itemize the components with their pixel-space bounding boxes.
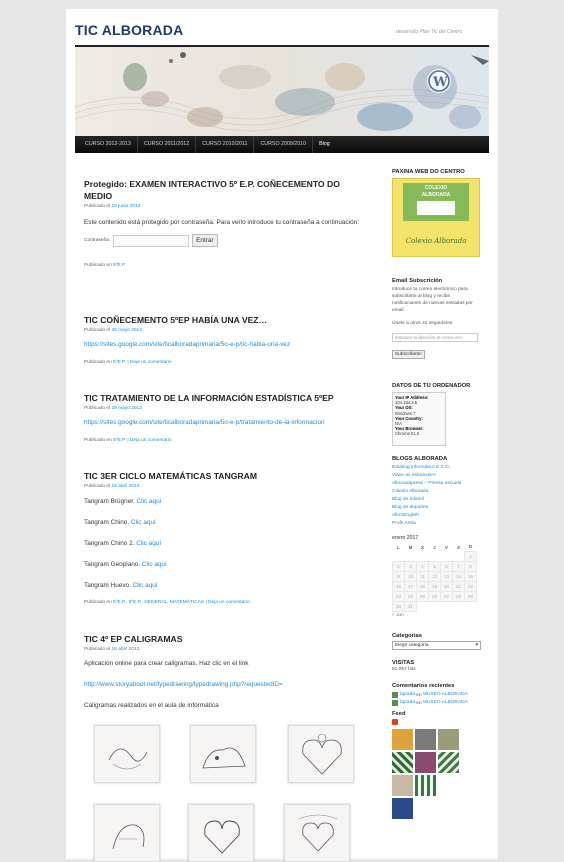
calendar-day: 19 [429,581,441,591]
post-body: Aplicación online para crear caligramas. Haz clic en el link [84,660,249,667]
email-input[interactable]: Introduce tu dirección de correo elec [392,333,478,342]
avatar [392,700,398,706]
blogroll-link[interactable]: Colexio Alborada [392,489,429,494]
blogroll-link[interactable]: Blog de Infantil [392,497,424,502]
caligram-thumbnail[interactable] [94,804,160,862]
category-select-value: Elegir categoría [395,643,429,648]
post-tangram [84,470,364,605]
nav-item-curso-2012-2013[interactable]: CURSO 2012-2013 [79,136,138,153]
widget-feed [392,711,459,819]
nav-item-curso-2010-2011[interactable]: CURSO 2010/2011 [196,136,254,153]
calendar-week [393,571,477,581]
browser-value: Chrome 51.0 [395,431,420,437]
calendar-week [393,551,477,561]
post-date-link[interactable]: 16 abril 2013 [111,647,140,652]
calendar-day: 21 [453,581,465,591]
category-link[interactable]: 6ºE.P. [128,600,142,605]
meta-prefix: Publicado el [84,647,111,652]
tangram-link[interactable]: Clic aquí [141,561,167,568]
calendar-table [392,543,477,612]
tangram-line [84,512,364,533]
gallery-photo[interactable] [438,729,459,750]
calendar-day: 31 [405,601,417,611]
comment-on: en [416,700,422,706]
calendar-day: 24 [405,591,417,601]
gallery-photo[interactable] [415,775,436,796]
comment-list [392,691,468,707]
comment-link[interactable]: Deja un comentario [129,438,172,443]
page-container [66,9,498,859]
calendar-caption: enero 2017 [392,535,419,541]
footer-prefix: Publicado en [84,600,112,605]
widget-comentarios [392,683,468,707]
post-date-link[interactable]: 29 mayo 2013 [111,328,142,333]
tangram-label: Tangram Chino 2. [84,540,135,547]
calendar-prev-link[interactable]: « Jun [392,612,404,618]
calendar-day: 22 [465,581,477,591]
widget-title: BLOGS ALBORADA [392,456,448,462]
calendar-empty-cell [429,601,441,611]
gallery-photo[interactable] [392,775,413,796]
blogroll-link[interactable]: AlborEnglish [392,513,419,518]
calendar-day: 1 [465,551,477,561]
caligram-drawing [99,809,157,859]
widget-title: Email Subscrición [392,278,443,284]
meta-prefix: Publicado el [84,204,111,209]
blogroll-list [392,464,461,528]
calendar-day: 11 [417,571,429,581]
calendar-empty-cell [453,551,465,561]
calendar-day-header: S [457,544,460,550]
logo-text-name: ALBORADA [421,192,451,198]
caligram-drawing [293,730,351,780]
svg-text:W: W [433,75,448,90]
followers-count: Únete a otros 42 seguidores [392,321,453,326]
calendar-day: 25 [417,591,429,601]
footer-separator: | [205,600,207,605]
blogroll-link[interactable]: Alboradapress – Prensa escuela [392,481,462,486]
meta-prefix: Publicado el [84,484,111,489]
calendar-day: 2 [393,561,405,571]
caligram-thumbnail[interactable] [288,725,354,783]
logo-text-bottom: Colexio Alborada [405,237,467,245]
tangram-line [84,554,364,575]
password-form [84,234,364,247]
post-meta [84,484,364,489]
gallery-photo[interactable] [392,729,413,750]
post-meta [84,406,364,411]
post-footer [84,360,364,365]
calendar-day: 3 [405,561,417,571]
calendar-week [393,561,477,571]
comment-item [392,699,468,707]
post-body [84,417,364,428]
subscription-text: Introduce tu correo electrónico para subscribirte al blog y recibir notificaciones de nuevas entradas por email. [392,287,473,313]
tangram-line [84,575,364,596]
site-description: desarrollo Plan Tic del Centro [396,29,462,35]
calendar-day: 4 [417,561,429,571]
post-body [84,339,364,350]
widget-title: DATOS DE TU ORDENADOR [392,383,471,389]
calendar-day: 8 [465,561,477,571]
post-examen [84,178,364,268]
browser-label: Your Browser: [395,426,424,432]
calendar-week [393,591,477,601]
post-link[interactable]: https://sites.google.com/site/ticalboradaprimaria/5o-e-p/tratamiento-de-la-informacion [84,419,325,426]
gallery-photo[interactable] [415,729,436,750]
category-link[interactable]: 5ºE.P. [113,263,126,268]
logo-building [417,201,455,215]
calendar-day: 28 [453,591,465,601]
caligram-thumbnail[interactable] [190,725,256,783]
widget-visitas [392,660,415,673]
caligram-drawing [289,809,347,859]
school-logo-image[interactable] [392,178,480,257]
calendar-week [393,581,477,591]
flickr-gallery [392,729,459,819]
gallery-photo[interactable] [392,798,413,819]
calendar-day: 5 [429,561,441,571]
calendar-day-header: X [421,544,424,550]
post-link[interactable]: https://sites.google.com/site/ticalboradaprimaria/5o-e-p/tic-habia-una-vez [84,341,291,348]
calendar-day: 17 [405,581,417,591]
calendar-day-header: J [433,544,436,550]
calendar-empty-cell [441,601,453,611]
calendar-empty-cell [405,551,417,561]
widget-blogs-alborada [392,456,461,528]
comment-post-link[interactable]: MUSEO ALBORADA [422,700,468,705]
calendar-empty-cell [465,601,477,611]
post-title[interactable]: TIC COÑECEMENTO 5ºEP HABÍA UNA VEZ… [84,315,268,325]
calendar-day-header: L [397,544,400,550]
password-input[interactable] [113,235,189,247]
nav-item-curso-2011-2012[interactable]: CURSO 2011/2012 [138,136,196,153]
post-title[interactable]: Protegido: EXAMEN INTERACTIVO 5º E.P. COÑECEMENTO DO MEDIO [84,179,340,201]
chevron-down-icon: ▾ [475,643,478,648]
post-link[interactable]: http://www.storyabout.net/typedrawing/typedrawing.php?requestedID= [84,681,283,688]
calendar-day-header: V [445,544,448,550]
comment-link[interactable]: Deja un comentario [129,360,172,365]
calendar-day-header: M [408,544,413,550]
widget-title: Categorías [392,633,422,639]
main-navigation [75,136,489,153]
post-footer [84,263,364,268]
tangram-link[interactable]: Clic aquí [136,540,162,547]
calendar-empty-cell [441,551,453,561]
category-link[interactable]: 5ºE.P. [113,600,126,605]
ip-label: Your IP Address: [395,395,429,400]
comment-on: en [416,692,422,698]
post-caligramas [84,633,364,711]
password-submit-button[interactable]: Entrar [192,234,217,247]
avatar [392,692,398,698]
password-label: Contraseña: [84,238,111,243]
calendar-day: 12 [429,571,441,581]
rss-icon[interactable] [392,719,398,725]
tangram-label: Tangram Chino. [84,519,130,526]
category-select[interactable] [392,641,481,650]
post-title[interactable]: TIC TRATAMIENTO DE LA INFORMACIÓN ESTADÍSTICA 5ºEP [84,393,334,403]
calendar-day: 20 [441,581,453,591]
calendar-day: 23 [393,591,405,601]
logo-text-top: COLEXIO [424,185,448,191]
post-footer [84,438,364,443]
widget-datos-ordenador [392,383,470,446]
post-meta [84,647,364,652]
post-footer: Publicado en 5ºE.P., 6ºE.P., GENERAL, MATEMÁTICAS | Deja un comentario [84,600,250,605]
gallery-photo[interactable] [415,752,436,773]
tangram-link[interactable]: Clic aquí [132,582,158,589]
calendar-day: 10 [405,571,417,581]
category-link[interactable]: 5ºE.P. [113,438,126,443]
blogroll-link[interactable]: Edublog Informática E.S.O. [392,465,451,470]
calendar-week [393,601,477,611]
tangram-label: Tangram Huevo. [84,582,131,589]
calendar-empty-cell [393,551,405,561]
caligram-drawing [99,730,157,780]
gallery-photo[interactable] [438,752,459,773]
calendar-day: 13 [441,571,453,581]
calendar-day: 26 [429,591,441,601]
tangram-label: Tangram Geoplano. [84,561,141,568]
comment-link[interactable]: Deja un comentario [208,600,250,605]
widget-paxina-web [392,169,480,257]
calendar-day: 27 [441,591,453,601]
hit-counter: 51.057 hits [392,667,416,672]
comment-post-link[interactable]: MUSEO ALBORADA [422,692,468,697]
footer-separator: | [127,438,129,443]
footer-prefix: Publicado en [84,360,112,365]
post-date-link[interactable]: 29 mayo 2013 [111,406,142,411]
comment-item [392,691,468,699]
tangram-link[interactable]: Clic aquí [136,498,162,505]
calendar-empty-cell [429,551,441,561]
calendar-day-header: D [468,544,473,550]
tangram-link[interactable]: Clic aquí [130,519,156,526]
calendar-day: 18 [417,581,429,591]
os-value: Windows 7 [395,410,416,416]
os-label: Your OS: [395,405,413,411]
comment-author[interactable]: bprada [400,700,415,705]
country-value: N/A [395,421,402,427]
post-title[interactable]: TIC 3ER CICLO MATEMÁTICAS TANGRAM [84,471,257,481]
calendar-day: 14 [453,571,465,581]
calendar-day: 30 [393,601,405,611]
footer-separator: | [127,360,129,365]
tangram-line [84,533,364,554]
widget-title: PAXINA WEB DO CENTRO [392,169,465,175]
nav-item-blog[interactable]: Blog [319,141,330,147]
calendar-day: 29 [465,591,477,601]
category-link[interactable]: GENERAL [144,600,168,605]
gallery-caption: Caligramas realizados en el aula de informática [84,702,219,709]
post-habia-una-vez [84,314,364,365]
footer-prefix: Publicado en [84,438,112,443]
calendar-empty-cell [417,601,429,611]
widget-calendar [392,535,477,620]
tangram-list [84,491,364,596]
calendar-day: 6 [441,561,453,571]
gallery-photo[interactable] [392,752,413,773]
site-title[interactable]: TIC ALBORADA [75,22,184,38]
footer-prefix: Publicado en [84,263,112,268]
computer-stats-box[interactable] [392,392,446,446]
caligram-drawing [195,730,253,780]
meta-prefix: Publicado el [84,328,111,333]
widget-title: VISITAS [392,660,415,666]
post-title[interactable]: TIC 4º EP CALIGRAMAS [84,634,183,644]
category-link[interactable]: MATEMÁTICAS [169,600,205,605]
post-meta [84,328,364,333]
calendar-empty-cell [417,551,429,561]
meta-prefix: Publicado el [84,406,111,411]
ip-value: 104.194.2.5 [395,400,418,406]
post-link-wrap [84,679,364,690]
post-estadistica [84,392,364,443]
calendar-day: 15 [465,571,477,581]
blogroll-link[interactable]: Viaxe ao estranxeiro [392,473,436,478]
category-link[interactable]: 5ºE.P. [113,360,126,365]
widget-title: Feed [392,711,406,717]
widget-categorias [392,633,481,650]
country-label: Your Country: [395,415,423,421]
calendar-day: 7 [453,561,465,571]
header-watercolor-art [75,47,489,136]
widget-email-subscription [392,278,480,360]
protected-notice: Este contenido está protegido por contraseña. Para verlo introduce tu contraseña a continuación: [84,219,359,226]
tangram-label: Tangram Brügner. [84,498,135,505]
gallery-photo-empty [438,775,459,796]
tangram-line [84,491,364,512]
header-banner-image[interactable] [75,45,489,136]
blogroll-link[interactable]: Blog de deportes [392,505,429,510]
subscribe-button[interactable]: Subscribete! [392,350,425,359]
nav-item-curso-2009-2010[interactable]: CURSO 2009/2010 [254,136,313,153]
post-meta [84,204,364,209]
caligram-thumbnail[interactable] [188,804,254,862]
post-date-link[interactable]: 19 abril 2013 [111,484,140,489]
post-date-link[interactable]: 10 junio 2013 [111,204,141,209]
caligram-drawing [193,809,251,859]
widget-title: Comentarios recientes [392,683,455,689]
calendar-day: 16 [393,581,405,591]
blogroll-link[interactable]: Profe Antía [392,521,416,526]
calendar-empty-cell [453,601,465,611]
caligram-thumbnail[interactable] [94,725,160,783]
caligram-thumbnail[interactable] [284,804,350,862]
comment-author[interactable]: bprada [400,692,415,697]
calendar-day: 9 [393,571,405,581]
